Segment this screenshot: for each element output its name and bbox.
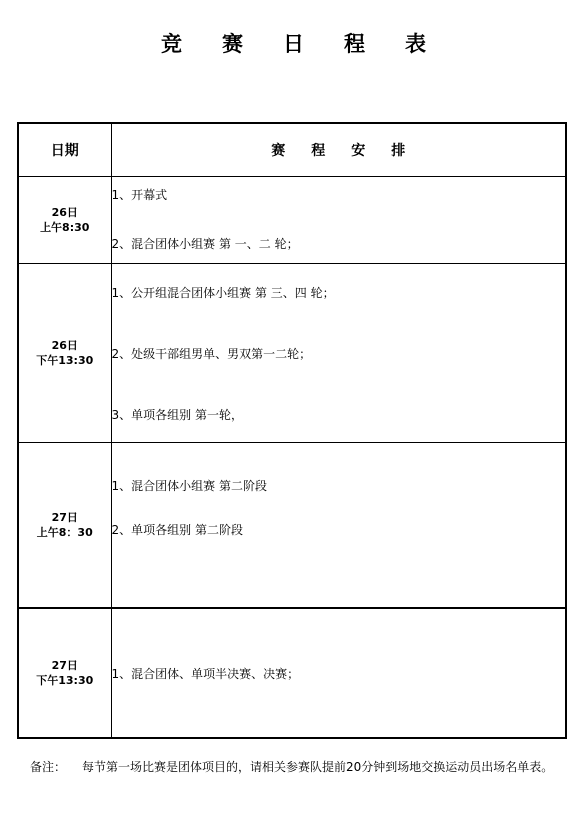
header-char: 安 xyxy=(351,143,366,159)
table-row xyxy=(18,443,566,609)
schedule-table xyxy=(17,122,567,739)
date-cell xyxy=(18,443,111,609)
table-row xyxy=(18,608,566,738)
title-char: 日 xyxy=(283,32,304,56)
date-day: 26日 xyxy=(51,339,78,352)
schedule-cell xyxy=(111,264,566,443)
schedule-cell xyxy=(111,608,566,738)
table-row xyxy=(18,177,566,264)
title-char: 程 xyxy=(344,32,365,56)
table-row xyxy=(18,264,566,443)
header-char: 赛 xyxy=(271,143,286,159)
remarks xyxy=(30,754,570,780)
schedule-cell xyxy=(111,177,566,264)
header-schedule xyxy=(111,123,566,177)
header-char: 程 xyxy=(311,143,326,159)
remarks-text: 每节第一场比赛是团体项目的，请相关参赛队提前20分钟到场地交换运动员出场名单表。 xyxy=(82,760,554,774)
document-title xyxy=(0,28,587,58)
header-date: 日期 xyxy=(18,123,111,177)
date-cell xyxy=(18,177,111,264)
date-cell xyxy=(18,264,111,443)
table-header-row xyxy=(18,123,566,177)
date-time: 下午13:30 xyxy=(36,354,94,367)
date-day: 26日 xyxy=(51,206,78,219)
title-char: 竞 xyxy=(161,32,182,56)
date-time: 上午8:30 xyxy=(40,221,90,234)
schedule-item: 1、混合团体、单项半决赛、决赛； xyxy=(111,666,300,681)
remarks-label: 备注： xyxy=(30,760,67,774)
date-day: 27日 xyxy=(51,511,78,524)
schedule-item: 2、单项各组别 第二阶段 xyxy=(111,522,243,537)
header-char: 排 xyxy=(391,143,406,159)
date-day: 27日 xyxy=(51,659,78,672)
date-time: 上午8：30 xyxy=(36,526,93,539)
schedule-item: 1、开幕式 xyxy=(111,188,168,202)
schedule-item: 2、混合团体小组赛 第 一、二 轮； xyxy=(111,237,299,251)
schedule-item: 3、单项各组别 第一轮， xyxy=(111,407,243,422)
schedule-item: 1、混合团体小组赛 第二阶段 xyxy=(111,478,267,493)
schedule-item: 1、公开组混合团体小组赛 第 三、四 轮； xyxy=(111,285,335,300)
date-time: 下午13:30 xyxy=(36,674,94,687)
schedule-item: 2、处级干部组男单、男双第一二轮； xyxy=(111,346,312,361)
title-char: 赛 xyxy=(222,32,243,56)
schedule-cell xyxy=(111,443,566,609)
title-char: 表 xyxy=(405,32,426,56)
date-cell xyxy=(18,608,111,738)
